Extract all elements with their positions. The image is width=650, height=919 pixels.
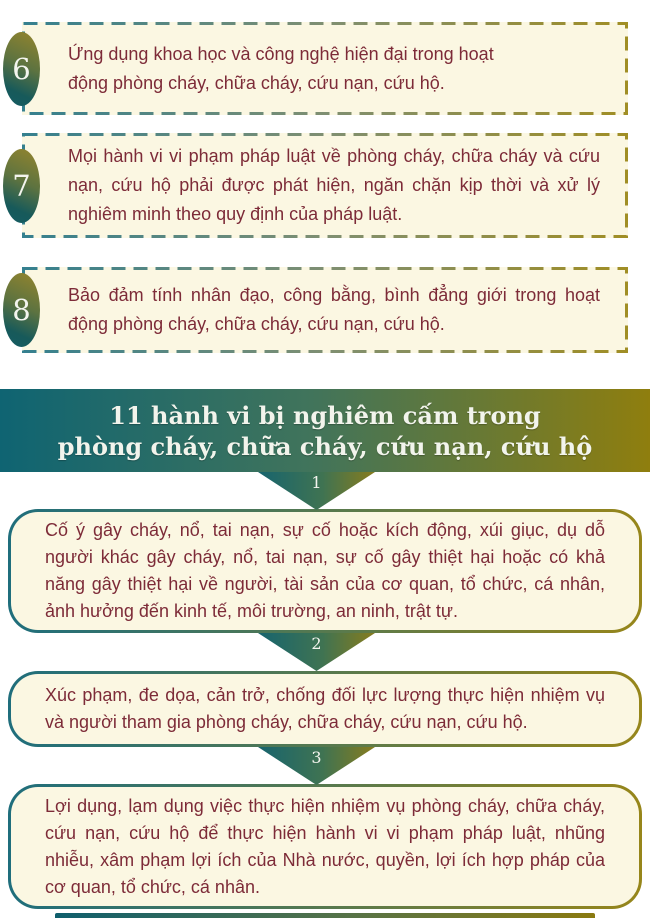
number-badge-8 bbox=[3, 273, 40, 347]
prohibited-act-text-2: Xúc phạm, đe dọa, cản trở, chống đối lực lượng thực hiện nhiệm vụ và người tham gia phòng cháy, chữa cháy, cứu nạn, cứu hộ. bbox=[45, 685, 605, 732]
arrow-connector-2 bbox=[0, 633, 650, 671]
banner-title-line2: phòng cháy, chữa cháy, cứu nạn, cứu hộ bbox=[57, 431, 593, 461]
badge-number: 8 bbox=[12, 293, 31, 327]
principle-item-6 bbox=[12, 22, 628, 115]
prohibited-act-text-1: Cố ý gây cháy, nổ, tai nạn, sự cố hoặc kích động, xúi giục, dụ dỗ người khác gây cháy, nổ, tai nạn, sự cố gây thiệt hại hoặc có khả năng gây thiệt hại về người, tài sản của cơ quan, tổ chức, cá nhân, ảnh hưởng đến kinh tế, môi trường, an ninh, trật tự. bbox=[45, 520, 605, 621]
arrow-connector-1 bbox=[0, 472, 650, 509]
badge-number: 6 bbox=[12, 51, 31, 86]
arrow-number-1: 1 bbox=[311, 473, 322, 492]
principle-item-8 bbox=[12, 267, 628, 353]
principle-item-7 bbox=[12, 133, 628, 238]
prohibited-act-text-3: Lợi dụng, lạm dụng việc thực hiện nhiệm vụ phòng cháy, chữa cháy, cứu nạn, cứu hộ để thực hiện hành vi vi phạm pháp luật, nhũng nhiễu, xâm phạm lợi ích của Nhà nước, quyền, lợi ích hợp pháp của cơ quan, tổ chức, cá nhân. bbox=[45, 795, 605, 897]
principle-text-7: Mọi hành vi vi phạm pháp luật về phòng cháy, chữa cháy và cứu nạn, cứu hộ phải được phát hiện, ngăn chặn kịp thời và xử lý nghiêm minh theo quy định của pháp luật. bbox=[68, 146, 600, 224]
prohibited-act-box-1 bbox=[8, 509, 642, 633]
section-banner bbox=[0, 389, 650, 472]
principle-text-8: Bảo đảm tính nhân đạo, công bằng, bình đẳng giới trong hoạt động phòng cháy, chữa cháy, cứu nạn, cứu hộ. bbox=[68, 285, 600, 334]
arrow-connector-3 bbox=[0, 747, 650, 784]
principle-text-6: Ứng dụng khoa học và công nghệ hiện đại trong hoạt động phòng cháy, chữa cháy, cứu nạn, cứu hộ. bbox=[68, 43, 494, 93]
badge-number: 7 bbox=[12, 168, 31, 203]
number-badge-7 bbox=[3, 149, 40, 223]
number-badge-6 bbox=[3, 32, 40, 106]
arrow-number-3: 3 bbox=[311, 748, 322, 767]
prohibited-act-box-3 bbox=[8, 784, 642, 909]
infographic-page bbox=[0, 22, 650, 919]
banner-title-line1: 11 hành vi bị nghiêm cấm trong bbox=[109, 400, 541, 430]
next-section-banner-edge bbox=[55, 913, 595, 918]
prohibited-act-box-2 bbox=[8, 671, 642, 747]
arrow-number-2: 2 bbox=[311, 634, 322, 653]
